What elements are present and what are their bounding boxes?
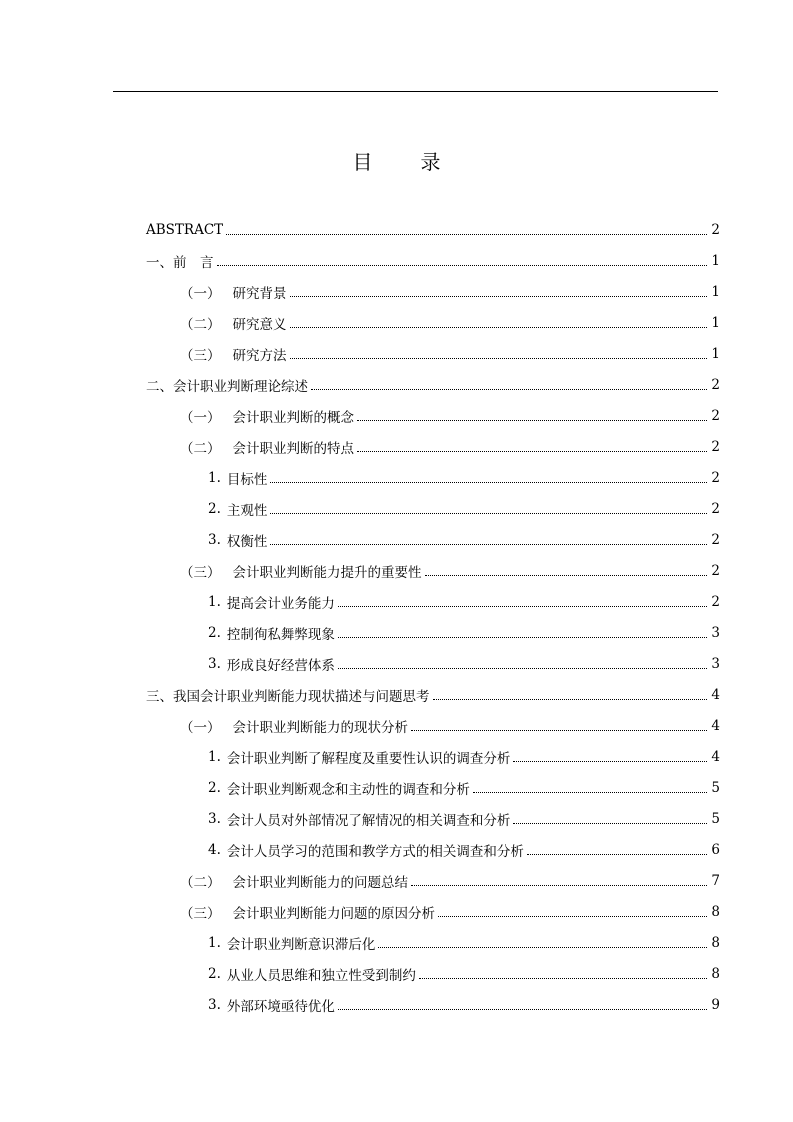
toc-entry[interactable] bbox=[146, 214, 720, 245]
toc-entry-title: 从业人员思维和独立性受到制约 bbox=[226, 967, 416, 984]
toc-entry-page: 4 bbox=[711, 717, 720, 734]
dot-leader bbox=[270, 543, 707, 545]
toc-entry-title: 会计职业判断了解程度及重要性认识的调查分析 bbox=[226, 750, 511, 767]
toc-entry-number: 1. bbox=[208, 469, 221, 486]
dot-leader bbox=[357, 419, 707, 421]
toc-entry[interactable] bbox=[146, 338, 720, 369]
toc-entry-page: 1 bbox=[711, 345, 720, 362]
toc-entry[interactable] bbox=[146, 772, 720, 803]
toc-entry[interactable] bbox=[146, 431, 720, 462]
toc-entry[interactable] bbox=[146, 834, 720, 865]
dot-leader bbox=[270, 512, 707, 514]
toc-entry-page: 4 bbox=[711, 748, 720, 765]
dot-leader bbox=[357, 450, 707, 452]
toc-entry[interactable] bbox=[146, 524, 720, 555]
toc-entry-title: 会计职业判断能力问题的原因分析 bbox=[232, 905, 435, 922]
toc-entry-number: 2. bbox=[208, 624, 221, 641]
toc-entry-title: 我国会计职业判断能力现状描述与问题思考 bbox=[173, 688, 430, 705]
dot-leader bbox=[438, 915, 707, 917]
toc-entry-number: 4. bbox=[208, 841, 221, 858]
toc-entry-number: （三） bbox=[180, 564, 221, 581]
dot-leader bbox=[338, 605, 708, 607]
toc-entry-title: 会计职业判断能力的问题总结 bbox=[232, 874, 408, 891]
dot-leader bbox=[411, 884, 707, 886]
header-rule bbox=[113, 91, 718, 92]
toc-entry-page: 8 bbox=[711, 965, 720, 982]
toc-entry[interactable] bbox=[146, 958, 720, 989]
dot-leader bbox=[411, 729, 707, 731]
toc-entry-page: 4 bbox=[711, 686, 720, 703]
toc-entry-number: 3. bbox=[208, 531, 221, 548]
toc-entry-page: 1 bbox=[711, 283, 720, 300]
toc-entry-number: 三、 bbox=[146, 688, 173, 705]
page-title: 目 录 bbox=[352, 150, 455, 174]
toc-entry-number: 1. bbox=[208, 934, 221, 951]
toc-entry-title: 权衡性 bbox=[226, 533, 268, 550]
toc-entry-number: 3. bbox=[208, 655, 221, 672]
toc-entry[interactable] bbox=[146, 648, 720, 679]
dot-leader bbox=[290, 357, 708, 359]
toc-entry-page: 3 bbox=[711, 624, 720, 641]
toc-entry-title: 会计职业判断能力提升的重要性 bbox=[232, 564, 422, 581]
toc-entry-title: 控制徇私舞弊现象 bbox=[226, 626, 335, 643]
toc-entry[interactable] bbox=[146, 617, 720, 648]
toc-entry[interactable] bbox=[146, 865, 720, 896]
dot-leader bbox=[527, 853, 708, 855]
toc-entry-title: 会计职业判断理论综述 bbox=[173, 378, 308, 395]
dot-leader bbox=[513, 822, 707, 824]
toc-list bbox=[146, 214, 720, 1020]
toc-entry-number: 2. bbox=[208, 500, 221, 517]
dot-leader bbox=[290, 295, 708, 297]
toc-entry[interactable] bbox=[146, 307, 720, 338]
toc-entry[interactable] bbox=[146, 586, 720, 617]
toc-entry[interactable] bbox=[146, 276, 720, 307]
toc-entry[interactable] bbox=[146, 245, 720, 276]
dot-leader bbox=[226, 233, 707, 235]
toc-entry-page: 2 bbox=[711, 469, 720, 486]
dot-leader bbox=[513, 760, 707, 762]
dot-leader bbox=[378, 946, 707, 948]
toc-entry[interactable] bbox=[146, 710, 720, 741]
toc-entry-title: 主观性 bbox=[226, 502, 268, 519]
toc-entry-number: （三） bbox=[180, 905, 221, 922]
toc-entry-title: 研究意义 bbox=[232, 316, 287, 333]
toc-entry[interactable] bbox=[146, 679, 720, 710]
dot-leader bbox=[217, 264, 708, 266]
toc-entry-page: 2 bbox=[711, 500, 720, 517]
toc-entry[interactable] bbox=[146, 493, 720, 524]
toc-entry-page: 6 bbox=[711, 841, 720, 858]
toc-entry-number: 3. bbox=[208, 996, 221, 1013]
toc-entry-page: 2 bbox=[711, 407, 720, 424]
dot-leader bbox=[425, 574, 708, 576]
toc-entry-number: 1. bbox=[208, 748, 221, 765]
toc-entry-title: 会计人员学习的范围和教学方式的相关调查和分析 bbox=[226, 843, 524, 860]
toc-entry-title: 会计职业判断观念和主动性的调查和分析 bbox=[226, 781, 470, 798]
toc-entry-number: 一、 bbox=[146, 254, 173, 271]
toc-entry[interactable] bbox=[146, 989, 720, 1020]
dot-leader bbox=[433, 698, 708, 700]
toc-entry-title: ABSTRACT bbox=[146, 221, 224, 238]
toc-entry-number: （三） bbox=[180, 347, 221, 364]
dot-leader bbox=[311, 388, 707, 390]
toc-entry-number: （一） bbox=[180, 719, 221, 736]
toc-entry-number: 3. bbox=[208, 810, 221, 827]
toc-entry[interactable] bbox=[146, 896, 720, 927]
toc-entry-title: 前 言 bbox=[173, 254, 214, 271]
toc-entry-page: 5 bbox=[711, 810, 720, 827]
toc-entry-number: （二） bbox=[180, 316, 221, 333]
toc-entry-page: 3 bbox=[711, 655, 720, 672]
toc-entry[interactable] bbox=[146, 741, 720, 772]
toc-entry-page: 2 bbox=[711, 562, 720, 579]
toc-entry-page: 7 bbox=[711, 872, 720, 889]
dot-leader bbox=[473, 791, 708, 793]
toc-entry-number: （一） bbox=[180, 409, 221, 426]
toc-entry[interactable] bbox=[146, 927, 720, 958]
toc-entry-number: （二） bbox=[180, 440, 221, 457]
toc-entry-page: 1 bbox=[711, 252, 720, 269]
toc-entry-number: 2. bbox=[208, 965, 221, 982]
toc-entry-number: （一） bbox=[180, 285, 221, 302]
toc-entry-title: 会计职业判断意识滞后化 bbox=[226, 936, 376, 953]
toc-entry-title: 形成良好经营体系 bbox=[226, 657, 335, 674]
toc-entry[interactable] bbox=[146, 400, 720, 431]
dot-leader bbox=[270, 481, 707, 483]
toc-entry-page: 2 bbox=[711, 593, 720, 610]
dot-leader bbox=[338, 667, 708, 669]
toc-entry-page: 5 bbox=[711, 779, 720, 796]
toc-entry-page: 1 bbox=[711, 314, 720, 331]
toc-entry-title: 会计职业判断的概念 bbox=[232, 409, 354, 426]
toc-entry-number: 1. bbox=[208, 593, 221, 610]
toc-entry[interactable] bbox=[146, 462, 720, 493]
toc-entry-title: 会计职业判断能力的现状分析 bbox=[232, 719, 408, 736]
toc-entry-title: 目标性 bbox=[226, 471, 268, 488]
dot-leader bbox=[338, 636, 708, 638]
toc-entry-number: （二） bbox=[180, 874, 221, 891]
toc-entry-title: 研究背景 bbox=[232, 285, 287, 302]
toc-entry-page: 2 bbox=[711, 531, 720, 548]
toc-entry-page: 2 bbox=[711, 438, 720, 455]
toc-entry[interactable] bbox=[146, 555, 720, 586]
toc-entry-page: 8 bbox=[711, 934, 720, 951]
toc-entry[interactable] bbox=[146, 369, 720, 400]
toc-entry[interactable] bbox=[146, 803, 720, 834]
toc-entry-page: 2 bbox=[711, 376, 720, 393]
toc-entry-page: 2 bbox=[711, 221, 720, 238]
dot-leader bbox=[419, 977, 708, 979]
toc-entry-title: 提高会计业务能力 bbox=[226, 595, 335, 612]
toc-entry-title: 外部环境亟待优化 bbox=[226, 998, 335, 1015]
dot-leader bbox=[290, 326, 708, 328]
dot-leader bbox=[338, 1008, 708, 1010]
toc-entry-page: 9 bbox=[711, 996, 720, 1013]
toc-entry-page: 8 bbox=[711, 903, 720, 920]
toc-entry-title: 研究方法 bbox=[232, 347, 287, 364]
toc-entry-number: 2. bbox=[208, 779, 221, 796]
toc-entry-title: 会计职业判断的特点 bbox=[232, 440, 354, 457]
toc-entry-title: 会计人员对外部情况了解情况的相关调查和分析 bbox=[226, 812, 511, 829]
toc-entry-number: 二、 bbox=[146, 378, 173, 395]
